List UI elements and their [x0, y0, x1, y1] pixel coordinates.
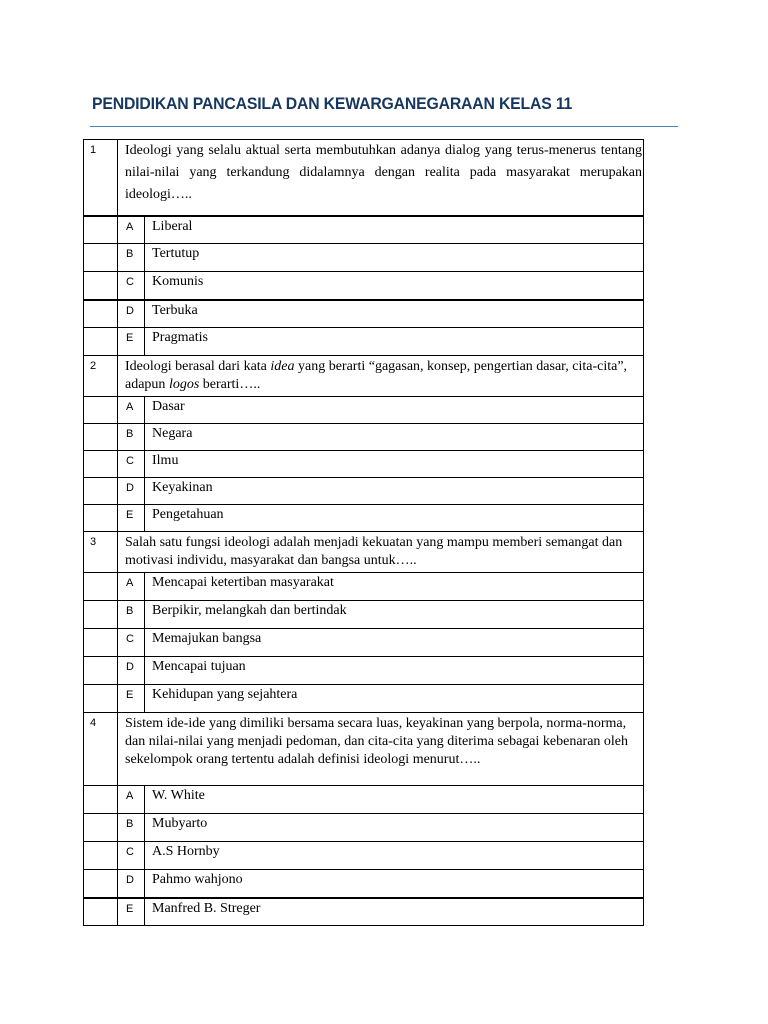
question-number: 2: [84, 356, 118, 397]
option-text: Komunis: [145, 272, 644, 300]
question-row-1: [84, 140, 644, 216]
option-letter: A: [118, 573, 145, 601]
question-number: 3: [84, 532, 118, 573]
option-row: [84, 478, 644, 505]
question-row-3: [84, 532, 644, 573]
option-letter: D: [118, 478, 145, 505]
option-text: Keyakinan: [145, 478, 644, 505]
option-letter: A: [118, 786, 145, 814]
option-row: [84, 657, 644, 685]
option-text: Negara: [145, 424, 644, 451]
option-text: Kehidupan yang sejahtera: [145, 685, 644, 713]
option-row: [84, 424, 644, 451]
option-text: Manfred B. Streger: [145, 898, 644, 926]
question-row-2: [84, 356, 644, 397]
page-title: PENDIDIKAN PANCASILA DAN KEWARGANEGARAAN KELAS 11: [92, 94, 573, 113]
option-text: Berpikir, melangkah dan bertindak: [145, 601, 644, 629]
option-letter: D: [118, 657, 145, 685]
option-letter: C: [118, 842, 145, 870]
option-row: [84, 573, 644, 601]
option-text: Memajukan bangsa: [145, 629, 644, 657]
option-row: [84, 842, 644, 870]
option-text: A.S Hornby: [145, 842, 644, 870]
option-letter: E: [118, 685, 145, 713]
question-number: 4: [84, 713, 118, 786]
option-text: Pahmo wahjono: [145, 870, 644, 898]
option-row: [84, 328, 644, 356]
option-text: Mubyarto: [145, 814, 644, 842]
option-letter: E: [118, 505, 145, 532]
option-text: Liberal: [145, 216, 644, 244]
option-letter: C: [118, 629, 145, 657]
option-row: [84, 786, 644, 814]
option-row: [84, 505, 644, 532]
option-text: Mencapai tujuan: [145, 657, 644, 685]
title-divider: [90, 126, 678, 127]
option-text: Pengetahuan: [145, 505, 644, 532]
option-row: [84, 300, 644, 328]
option-row: [84, 685, 644, 713]
option-letter: D: [118, 870, 145, 898]
question-text: Ideologi berasal dari kata idea yang berarti “gagasan, konsep, pengertian dasar, cita-cita”, adapun logos berarti…..: [118, 356, 644, 397]
option-letter: E: [118, 328, 145, 356]
option-text: Dasar: [145, 397, 644, 424]
option-text: Mencapai ketertiban masyarakat: [145, 573, 644, 601]
option-letter: B: [118, 814, 145, 842]
option-letter: C: [118, 272, 145, 300]
option-row: [84, 244, 644, 272]
option-row: [84, 601, 644, 629]
option-text: W. White: [145, 786, 644, 814]
option-letter: B: [118, 244, 145, 272]
option-row: [84, 898, 644, 926]
option-letter: B: [118, 424, 145, 451]
option-letter: D: [118, 300, 145, 328]
option-letter: C: [118, 451, 145, 478]
option-text: Terbuka: [145, 300, 644, 328]
option-row: [84, 629, 644, 657]
option-row: [84, 451, 644, 478]
question-text: Salah satu fungsi ideologi adalah menjadi kekuatan yang mampu memberi semangat dan motivasi individu, masyarakat dan bangsa untuk…..: [118, 532, 644, 573]
question-text: Ideologi yang selalu aktual serta membutuhkan adanya dialog yang terus-menerus tentang nilai-nilai yang terkandung didalamnya dengan realita pada masyarakat merupakan ideologi…..: [118, 140, 644, 216]
question-row-4: [84, 713, 644, 786]
option-letter: E: [118, 898, 145, 926]
option-row: [84, 272, 644, 300]
question-text: Sistem ide-ide yang dimiliki bersama secara luas, keyakinan yang berpola, norma-norma, dan nilai-nilai yang menjadi pedoman, dan cita-cita yang diterima sebagai kebenaran oleh sekelompok orang tertentu adalah definisi ideologi menurut…..: [118, 713, 644, 786]
option-row: [84, 814, 644, 842]
option-row: [84, 397, 644, 424]
option-row: [84, 216, 644, 244]
option-text: Tertutup: [145, 244, 644, 272]
option-letter: A: [118, 397, 145, 424]
question-table: [83, 139, 644, 926]
option-row: [84, 870, 644, 898]
option-text: Ilmu: [145, 451, 644, 478]
option-letter: A: [118, 216, 145, 244]
question-number: 1: [84, 140, 118, 216]
option-letter: B: [118, 601, 145, 629]
option-text: Pragmatis: [145, 328, 644, 356]
